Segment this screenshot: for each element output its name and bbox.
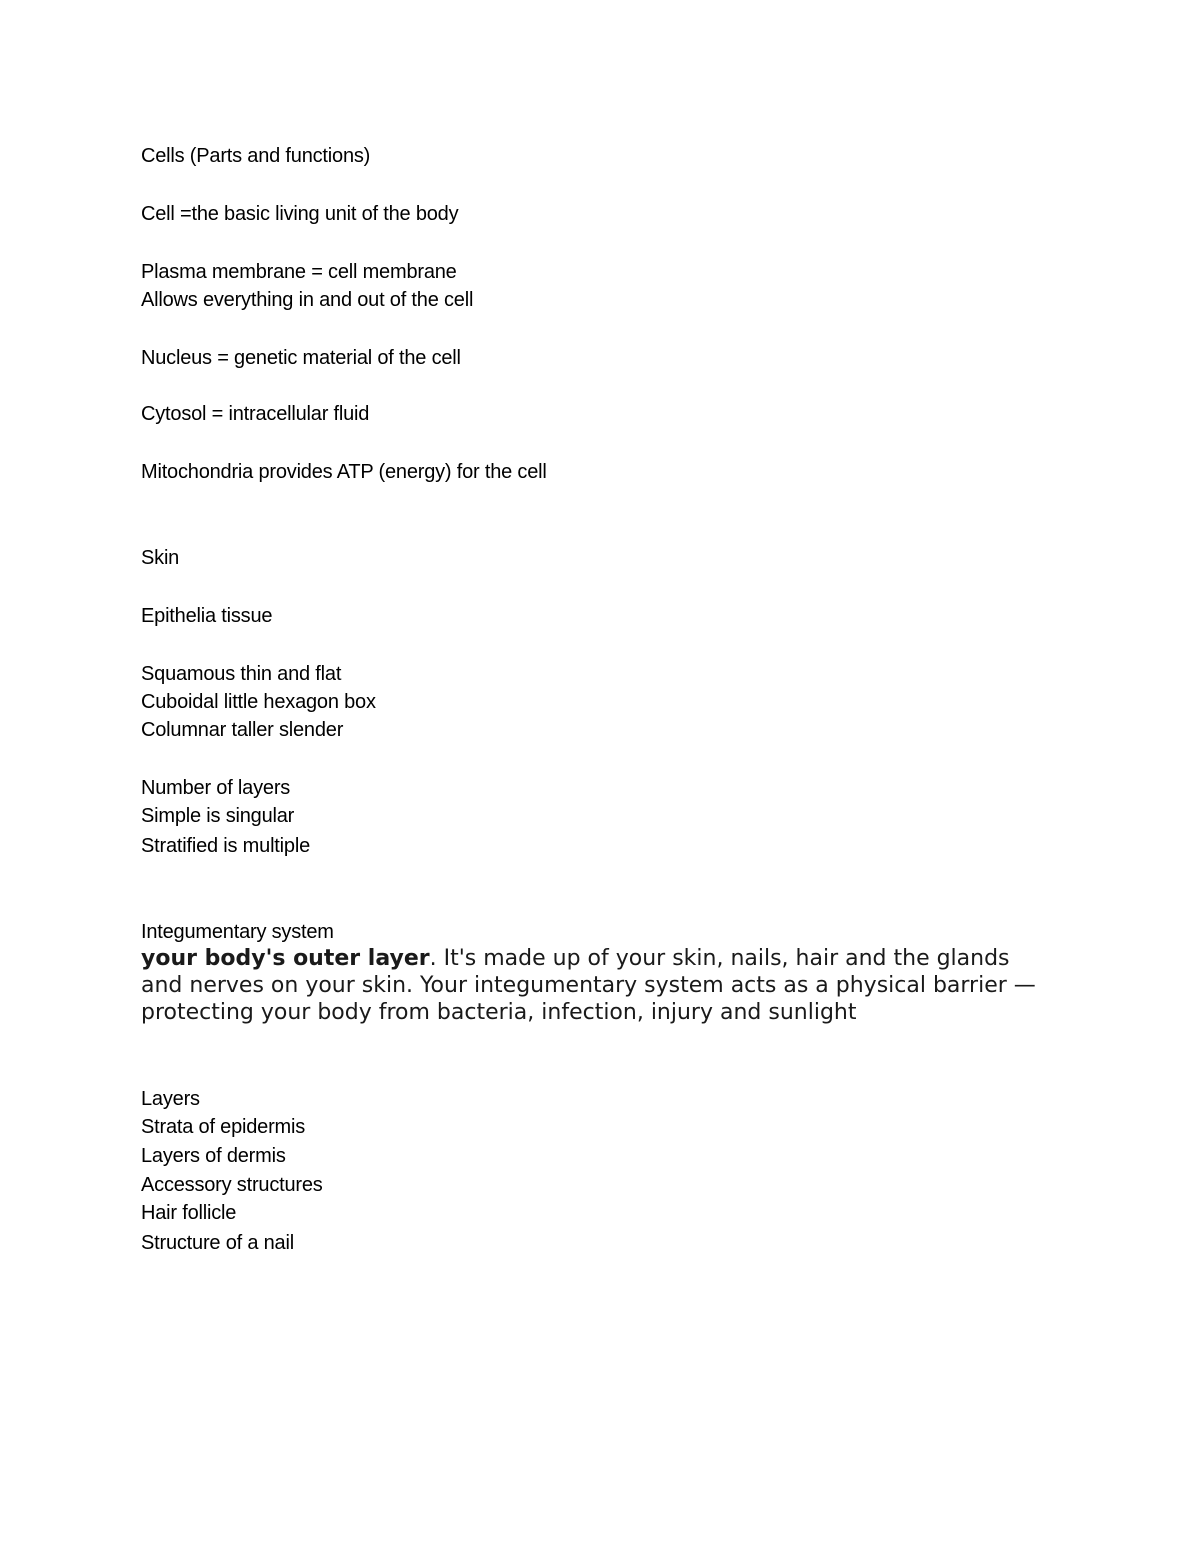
plasma-membrane-desc: Allows everything in and out of the cell [141, 289, 474, 311]
columnar-line: Columnar taller slender [141, 719, 344, 741]
integumentary-body-text: . It's made up of your skin, nails, hair and the glands and nerves on your skin. Your integumentary system acts as a physical barrier — protecting your body from bacteria, infection, injury and sunlight [141, 946, 1036, 1025]
cytosol-line: Cytosol = intracellular fluid [141, 403, 370, 425]
integumentary-heading: Integumentary system [141, 921, 334, 943]
plasma-membrane-line: Plasma membrane = cell membrane [141, 261, 457, 283]
squamous-line: Squamous thin and flat [141, 663, 342, 685]
integumentary-description [141, 945, 1041, 1026]
nucleus-line: Nucleus = genetic material of the cell [141, 347, 461, 369]
epithelia-line: Epithelia tissue [141, 605, 273, 627]
cells-heading: Cells (Parts and functions) [141, 145, 371, 167]
number-of-layers-line: Number of layers [141, 777, 291, 799]
mitochondria-line: Mitochondria provides ATP (energy) for the cell [141, 461, 547, 483]
stratified-line: Stratified is multiple [141, 835, 310, 857]
cuboidal-line: Cuboidal little hexagon box [141, 691, 376, 713]
cell-definition: Cell =the basic living unit of the body [141, 203, 459, 225]
structure-nail-line: Structure of a nail [141, 1232, 294, 1254]
hair-follicle-line: Hair follicle [141, 1202, 237, 1224]
layers-dermis-line: Layers of dermis [141, 1145, 286, 1167]
accessory-structures-line: Accessory structures [141, 1174, 323, 1196]
simple-line: Simple is singular [141, 805, 295, 827]
strata-epidermis-line: Strata of epidermis [141, 1116, 306, 1138]
integumentary-bold-phrase: your body's outer layer [141, 946, 430, 971]
layers-heading: Layers [141, 1088, 200, 1110]
skin-heading: Skin [141, 547, 180, 569]
